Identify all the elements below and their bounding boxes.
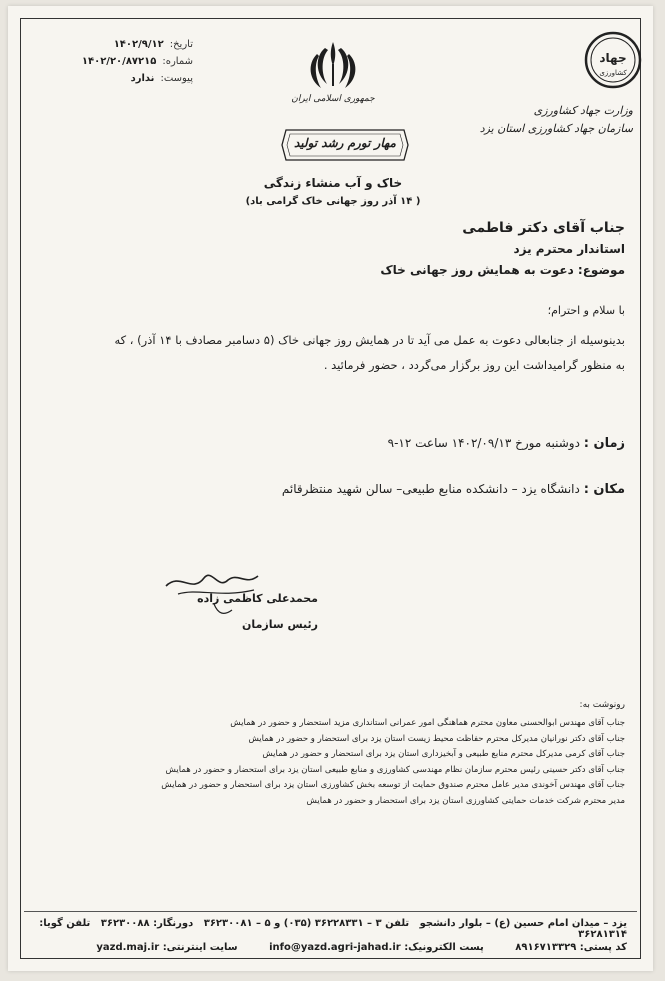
- footer-website: yazd.maj.ir: [96, 942, 160, 953]
- footer-email-label: پست الکترونیک:: [404, 942, 484, 953]
- signer-block: [168, 586, 318, 638]
- event-time: [25, 436, 625, 451]
- cc-item: جناب آقای مهندس ابوالحسنی معاون محترم هماهنگی امور عمرانی استانداری مزید استحضار و حضور در همایش: [230, 718, 625, 728]
- place-value: دانشگاه یزد – دانشکده منابع طبیعی– سالن شهید منتظرقائم: [281, 482, 580, 496]
- logo-word-agriculture: کشاورزی: [599, 69, 627, 77]
- letter-body: [35, 328, 625, 378]
- attachment-label: پیوست:: [160, 73, 193, 84]
- heading-soil-water: خاک و آب منشاء زندگی: [263, 176, 403, 190]
- event-place: [25, 482, 625, 497]
- cc-item: جناب آقای کرمی مدیرکل محترم منابع طبیعی و آبخیزداری استان یزد برای استحضار و حضور در همایش: [262, 749, 625, 759]
- logo-word-jahad: جهاد: [599, 51, 627, 65]
- footer-divider: [24, 911, 637, 912]
- greeting: با سلام و احترام؛: [547, 304, 625, 317]
- cc-title: رونوشت به:: [579, 700, 625, 710]
- time-value: دوشنبه مورخ ۱۴۰۲/۰۹/۱۳ ساعت ۱۲-۹: [387, 436, 580, 450]
- ministry-block: [448, 102, 633, 138]
- ministry-name: وزارت جهاد کشاورزی: [533, 104, 633, 117]
- footer-address: یزد – میدان امام حسین (ع) – بلوار دانشجو: [419, 918, 627, 929]
- cc-item: جناب آقای دکتر حسینی رئیس محترم سازمان نظام مهندسی کشاورزی و منابع طبیعی استان یزد برای استحضار و حضور در همایش: [165, 764, 625, 775]
- cc-list: [25, 716, 625, 809]
- addressee-name: جناب آقای دکتر فاطمی: [462, 220, 625, 236]
- footer-website-label: سایت اینترنتی:: [162, 942, 238, 953]
- republic-caption: جمهوری اسلامی ایران: [291, 94, 375, 104]
- addressee-position: استاندار محترم یزد: [513, 242, 625, 256]
- time-label: زمان :: [583, 436, 625, 451]
- footer-email: info@yazd.agri-jahad.ir: [269, 942, 401, 953]
- footer-phone: تلفن ۳ – ۳۶۲۲۸۳۳۱ (۰۳۵) و ۵ – ۳۶۲۳۰۰۸۱: [203, 918, 410, 929]
- place-label: مکان :: [583, 482, 625, 497]
- body-line-2: به منظور گرامیداشت این روز برگزار می‌گردد ، حضور فرمائید .: [323, 358, 625, 372]
- date-value: ۱۴۰۲/۹/۱۲: [113, 39, 164, 50]
- jahad-agriculture-logo-icon: [583, 30, 643, 90]
- reference-block: [38, 36, 193, 87]
- slogan-text: مهار تورم رشد تولید: [294, 136, 396, 150]
- cc-item: مدیر محترم شرکت خدمات حمایتی کشاورزی استان یزد برای استحضار و حضور در همایش: [306, 795, 625, 806]
- letter-subject: موضوع: دعوت به همایش روز جهانی خاک: [380, 263, 625, 277]
- attachment-value: ندارد: [130, 73, 155, 84]
- addressee-block: [295, 218, 625, 281]
- number-value: ۱۴۰۲/۲۰/۸۷۲۱۵: [81, 56, 157, 67]
- footer-fax: دورنگار: ۳۶۲۳۰۰۸۸: [100, 918, 194, 929]
- number-label: شماره:: [162, 56, 193, 67]
- footer-postal-code: کد پستی: ۸۹۱۶۷۱۳۳۲۹: [515, 942, 627, 953]
- organization-name: سازمان جهاد کشاورزی استان یزد: [479, 122, 633, 135]
- footer-contact-line: [27, 918, 627, 940]
- footer-web-line: [27, 942, 627, 953]
- cc-item: جناب آقای مهندس آخوندی مدیر عامل محترم صندوق حمایت از توسعه بخش کشاورزی استان یزد برای استحضار و حضور در همایش: [161, 780, 625, 790]
- signer-title: رئیس سازمان: [242, 618, 318, 631]
- cc-item: جناب آقای دکتر نورانیان مدیرکل محترم حفاظت محیط زیست استان یزد برای استحضار و حضور در همایش: [248, 733, 625, 744]
- signer-name: محمدعلی کاظمی زاده: [197, 592, 318, 605]
- letter-page: [8, 6, 653, 971]
- footer-voice-phone: تلفن گویا: ۳۶۲۸۱۳۱۴: [39, 918, 627, 940]
- heading-world-soil-day: ( ۱۴ آذر روز جهانی خاک گرامی باد): [245, 196, 421, 207]
- iran-emblem-icon: [303, 36, 363, 96]
- date-label: تاریخ:: [169, 39, 193, 50]
- body-line-1: بدینوسیله از جنابعالی دعوت به عمل می آید تا در همایش روز جهانی خاک (۵ دسامبر مصادف با ۱۴ آذر) ، که: [114, 333, 625, 347]
